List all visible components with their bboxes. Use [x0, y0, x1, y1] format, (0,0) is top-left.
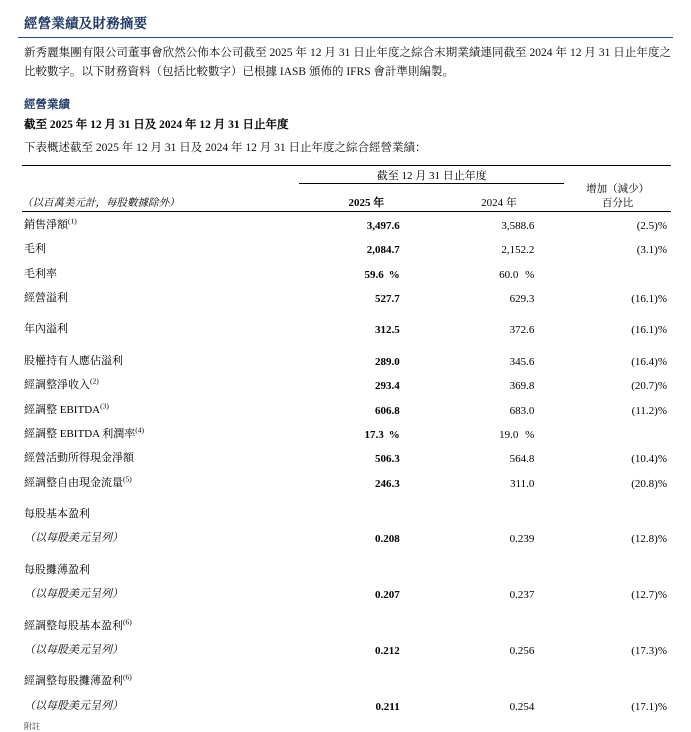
row-value-2025 — [299, 557, 434, 581]
table-column-header-row — [22, 183, 671, 209]
row-label: 銷售淨額$^{(1)}$ — [24, 216, 77, 231]
row-value-2025: 606.8 — [374, 404, 400, 417]
table-row — [22, 236, 671, 260]
row-label: 經調整淨收入$^{(2)}$ — [24, 376, 99, 392]
row-value-change: (2.5)% — [636, 219, 667, 232]
row-label: 股權持有人應佔溢利 — [24, 354, 123, 367]
row-value-2024: 0.254 — [509, 700, 535, 713]
table-row — [22, 348, 671, 372]
row-value-2025: 59.6 % — [364, 268, 400, 281]
row-value-change: (20.8)% — [631, 477, 667, 490]
row-value-2024: 369.8 — [509, 380, 535, 393]
row-value-2024: 564.8 — [509, 453, 535, 466]
span-header-years: 截至 12 月 31 日止年度 — [299, 167, 564, 184]
section-heading: 經營業績 — [24, 98, 70, 111]
row-value-2024: 345.6 — [509, 355, 535, 368]
row-label: 經調整自由現金流量$^{(5)}$ — [24, 473, 132, 489]
row-value-change — [564, 557, 671, 581]
row-spacer — [22, 550, 671, 557]
row-label: 年內溢利 — [24, 323, 68, 336]
column-header-change — [564, 183, 671, 209]
footnote-ref: (1) — [68, 216, 77, 226]
row-label: （以每股美元呈列） — [24, 643, 123, 656]
row-label: 經調整 EBITDA$^{(3)}$ — [24, 400, 109, 416]
row-value-change: (12.7)% — [631, 589, 667, 602]
row-value-change: (10.4)% — [631, 453, 667, 466]
footnote-marker: 附註 — [24, 721, 40, 731]
row-value-2024: 3,588.6 — [501, 219, 535, 232]
table-row — [22, 211, 671, 236]
column-header-2024: 2024 年 — [481, 196, 517, 209]
row-value-2024 — [434, 668, 565, 692]
table-intro: 下表概述截至 2025 年 12 月 31 日及 2024 年 12 月 31 日止年度之綜合經營業績： — [24, 141, 427, 154]
row-value-2024: 0.237 — [509, 589, 535, 602]
row-value-2025: 289.0 — [374, 355, 400, 368]
row-value-2024: 372.6 — [509, 324, 535, 337]
row-label: 經調整每股基本盈利$^{(6)}$ — [24, 616, 132, 632]
table-row — [22, 612, 671, 636]
table-row — [22, 692, 671, 716]
table-row — [22, 316, 671, 340]
table-span-header-row — [22, 167, 671, 184]
row-value-2024: 0.256 — [509, 644, 535, 657]
row-value-2025: 246.3 — [374, 477, 400, 490]
row-spacer — [22, 661, 671, 668]
table-body — [22, 165, 671, 211]
row-label: 經營活動所得現金淨額 — [24, 452, 134, 465]
intro-paragraph: 新秀麗集團有限公司董事會欣然公佈本公司截至 2025 年 12 月 31 日止年度之綜合末期業績連同截至 2024 年 12 月 31 日止年度之比較數字。以下財務資料（包括比較數字）已根據 IASB 頒佈的 IFRS 會計準則編製。 — [24, 47, 671, 78]
row-value-change: (12.8)% — [631, 533, 667, 546]
table-data-rows — [22, 211, 671, 717]
column-header-change-line1: 增加（減少） — [586, 184, 650, 196]
row-value-2024: 683.0 — [509, 404, 535, 417]
row-spacer — [22, 605, 671, 612]
footnote-ref: (5) — [123, 473, 132, 483]
row-label: （以每股美元呈列） — [24, 588, 123, 601]
row-value-change — [564, 260, 671, 284]
row-label: 每股基本盈利 — [24, 508, 90, 520]
table-row — [22, 501, 671, 525]
row-label: 毛利 — [24, 243, 46, 256]
row-value-2024: 629.3 — [509, 293, 535, 305]
table-row — [22, 260, 671, 284]
row-value-2025 — [299, 668, 434, 692]
row-label: （以每股美元呈列） — [24, 699, 123, 712]
footnote-ref: (6) — [123, 672, 132, 682]
row-value-2025: 506.3 — [374, 453, 400, 466]
row-label: （以每股美元呈列） — [24, 532, 123, 545]
row-value-2025: 0.212 — [374, 644, 400, 657]
row-value-change — [564, 612, 671, 636]
row-value-2024: 311.0 — [510, 477, 535, 490]
row-value-change — [564, 421, 671, 445]
row-value-2025: 17.3 % — [364, 428, 400, 441]
table-row — [22, 581, 671, 605]
row-value-2025: 0.211 — [375, 700, 400, 713]
table-row — [22, 445, 671, 469]
column-header-2025: 2025 年 — [348, 196, 385, 209]
row-value-change — [564, 501, 671, 525]
row-spacer — [22, 494, 671, 501]
row-value-2024: 0.239 — [509, 533, 535, 546]
column-header-change-line2: 百分比 — [601, 197, 634, 209]
column-header-units: （以百萬美元計，每股數據除外） — [22, 197, 180, 209]
table-row — [22, 557, 671, 581]
table-row — [22, 469, 671, 493]
row-value-change: (17.1)% — [631, 700, 667, 713]
row-value-change — [564, 668, 671, 692]
row-value-2024: 2,152.2 — [501, 244, 535, 257]
row-value-change: (16.4)% — [631, 355, 667, 368]
row-value-2024: 60.0 % — [499, 268, 535, 281]
row-value-change: (16.1)% — [631, 293, 667, 305]
row-label: 每股攤薄盈利 — [24, 563, 90, 576]
row-value-2025 — [299, 612, 434, 636]
row-value-2025: 0.207 — [374, 589, 400, 602]
row-label: 毛利率 — [24, 267, 57, 280]
table-row — [22, 372, 671, 396]
row-spacer — [22, 341, 671, 348]
row-value-change: (20.7)% — [631, 380, 667, 393]
row-value-change: (16.1)% — [631, 324, 667, 337]
footnote-ref: (3) — [100, 400, 109, 410]
table-row — [22, 637, 671, 661]
table-row — [22, 396, 671, 420]
row-value-2025: 2,084.7 — [366, 244, 400, 257]
row-value-change: (17.3)% — [631, 644, 667, 657]
row-value-change: (11.2)% — [631, 404, 667, 417]
table-row — [22, 285, 671, 309]
footnote-ref: (4) — [135, 425, 144, 435]
row-label: 經調整 EBITDA 利潤率$^{(4)}$ — [24, 425, 144, 440]
row-value-2024: 19.0 % — [499, 428, 535, 441]
row-value-2024 — [434, 501, 565, 525]
table-row — [22, 421, 671, 445]
row-spacer — [22, 309, 671, 316]
row-value-2024 — [434, 612, 565, 636]
period-heading: 截至 2025 年 12 月 31 日及 2024 年 12 月 31 日止年度 — [24, 118, 289, 131]
financial-summary-table — [22, 165, 671, 717]
row-value-2025: 527.7 — [374, 293, 400, 305]
table-row — [22, 525, 671, 549]
row-value-2024 — [434, 557, 565, 581]
footnote-ref: (6) — [123, 616, 132, 626]
footnote-ref: (2) — [90, 376, 99, 386]
row-value-2025: 293.4 — [374, 380, 400, 393]
row-value-2025 — [299, 501, 434, 525]
page-title: 經營業績及財務摘要 — [24, 16, 148, 31]
row-value-2025: 312.5 — [374, 324, 400, 337]
row-label: 經營溢利 — [24, 292, 68, 304]
row-label: 經調整每股攤薄盈利$^{(6)}$ — [24, 672, 132, 688]
row-value-2025: 3,497.6 — [366, 219, 400, 232]
row-value-change: (3.1)% — [636, 244, 667, 257]
table-row — [22, 668, 671, 692]
row-value-2025: 0.208 — [374, 533, 400, 546]
